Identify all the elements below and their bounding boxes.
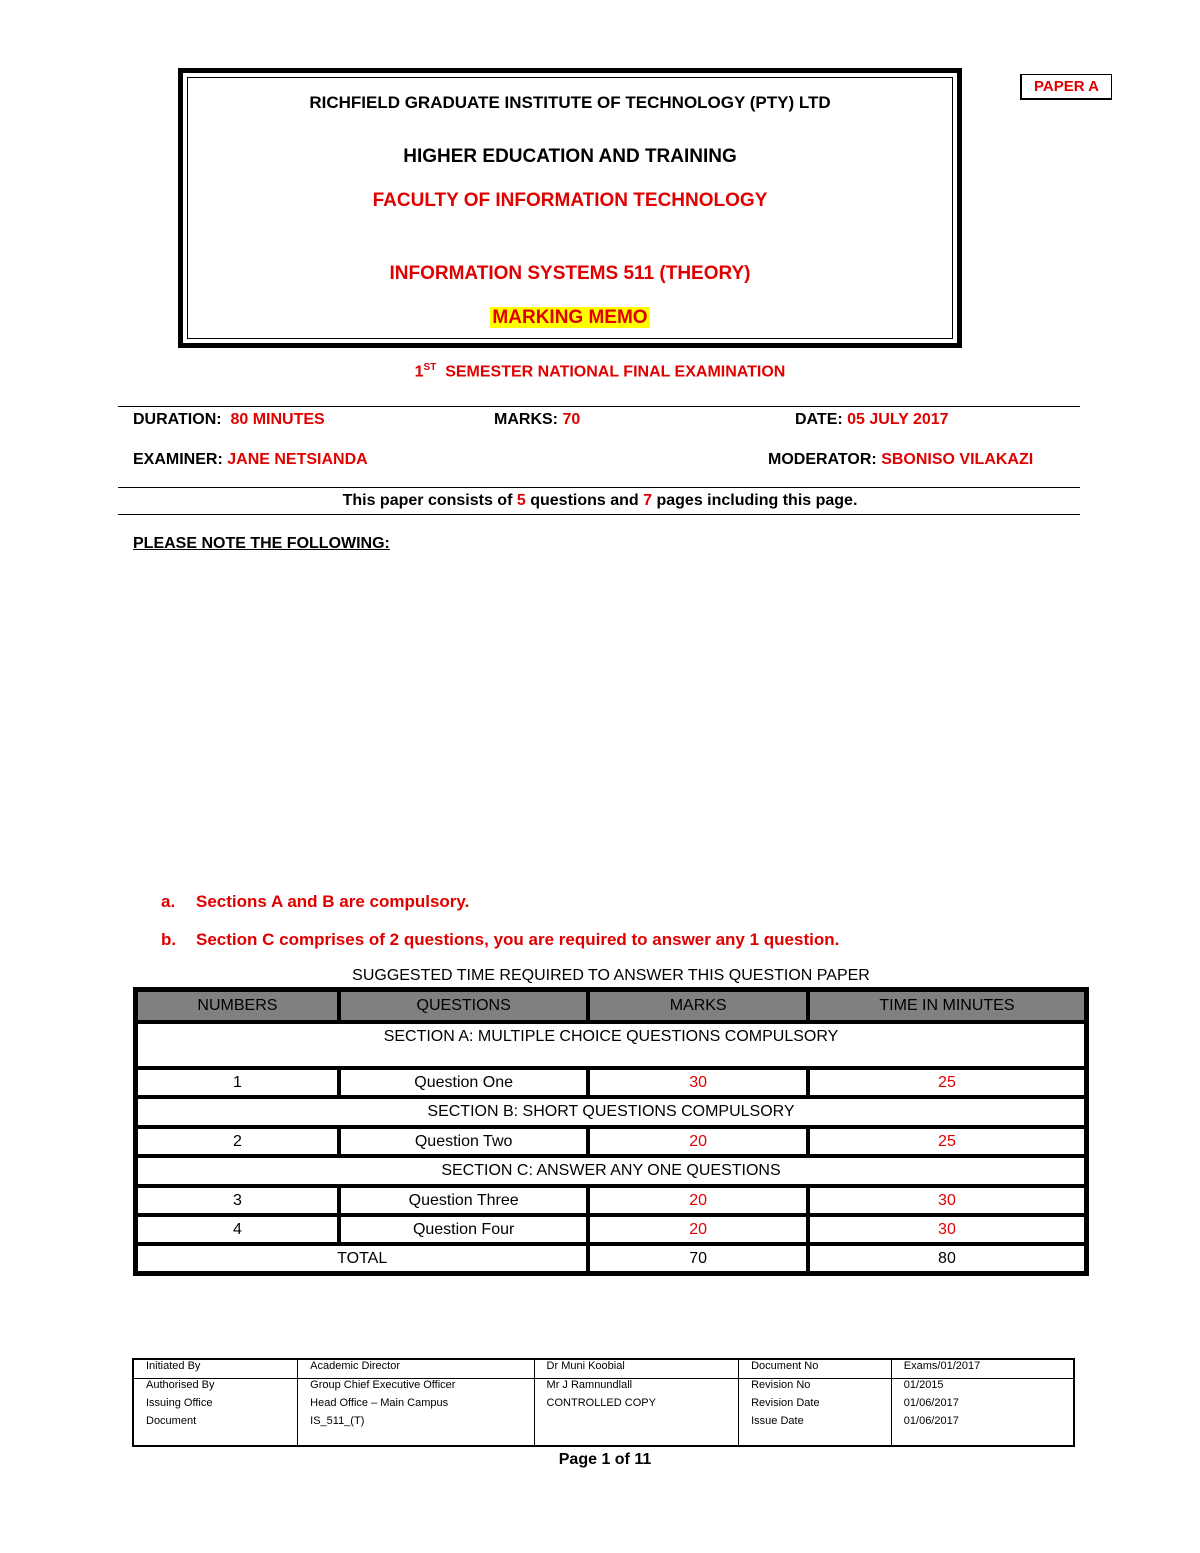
total-marks: 70 [588,1244,807,1273]
examiner-label: EXAMINER: [133,451,223,468]
note-marker-a: a. [161,892,176,911]
header-time: TIME IN MINUTES [808,990,1086,1022]
footer-cell: Document [133,1415,298,1446]
examiner-value: JANE NETSIANDA [227,451,368,468]
semester-line [0,362,1200,381]
footer-row [133,1359,1074,1379]
semester-num: 1 [414,363,424,381]
footer-cell: Issuing Office [133,1397,298,1415]
examiner-info [133,451,368,469]
note-item-a [161,892,469,912]
footer-cell: 01/06/2017 [891,1397,1074,1415]
institution-name: RICHFIELD GRADUATE INSTITUTE OF TECHNOLOGY (PTY) LTD [309,93,831,112]
row-question: Question Three [339,1186,589,1215]
note-text-a: Sections A and B are compulsory. [196,892,470,911]
memo-title: MARKING MEMO [492,307,648,328]
table-row [136,1068,1086,1097]
question-schedule-table [133,987,1089,1276]
footer-cell: 01/2015 [891,1379,1074,1398]
section-a-row [136,1022,1086,1068]
total-label: TOTAL [136,1244,588,1273]
moderator-label: MODERATOR: [768,451,877,468]
note-item-b [161,930,839,950]
schedule-header-row [136,990,1086,1022]
row-time: 30 [808,1215,1086,1244]
footer-cell [534,1415,739,1446]
footer-cell: Revision Date [739,1397,892,1415]
duration-label: DURATION: [133,411,222,428]
header-questions: QUESTIONS [339,990,589,1022]
paper-consists-line [0,492,1200,510]
section-b-label: SECTION B: SHORT QUESTIONS COMPULSORY [136,1097,1086,1127]
row-time: 25 [808,1068,1086,1097]
course-title: INFORMATION SYSTEMS 511 (THEORY) [389,263,751,284]
exam-header-box [178,68,962,348]
marks-info [494,411,580,429]
footer-cell: Head Office – Main Campus [298,1397,534,1415]
footer-cell: Issue Date [739,1415,892,1446]
section-b-row [136,1097,1086,1127]
semester-sup: ST [423,362,437,373]
row-marks: 20 [588,1215,807,1244]
date-label: DATE: [795,411,843,428]
table-row [136,1215,1086,1244]
total-time: 80 [808,1244,1086,1273]
footer-cell: Document No [739,1359,892,1379]
note-text-b: Section C comprises of 2 questions, you are required to answer any 1 question. [196,930,840,949]
footer-cell: Authorised By [133,1379,298,1398]
consists-text-2: questions and [530,492,639,509]
faculty-title: FACULTY OF INFORMATION TECHNOLOGY [372,190,768,211]
footer-cell: Group Chief Executive Officer [298,1379,534,1398]
row-number: 4 [136,1215,339,1244]
row-marks: 20 [588,1127,807,1156]
header-numbers: NUMBERS [136,990,339,1022]
semester-text: SEMESTER NATIONAL FINAL EXAMINATION [445,363,786,381]
footer-row [133,1415,1074,1446]
memo-line [183,307,957,329]
row-time: 30 [808,1186,1086,1215]
section-a-label: SECTION A: MULTIPLE CHOICE QUESTIONS COMPULSORY [136,1022,1086,1068]
table-row [136,1186,1086,1215]
section-c-row [136,1156,1086,1186]
footer-cell: Exams/01/2017 [891,1359,1074,1379]
marks-label: MARKS: [494,411,558,428]
page-number: Page 1 of 11 [558,1451,652,1468]
row-number: 3 [136,1186,339,1215]
row-marks: 30 [588,1068,807,1097]
footer-cell: Revision No [739,1379,892,1398]
questions-count: 5 [516,492,526,509]
row-question: Question Two [339,1127,589,1156]
duration-value: 80 MINUTES [230,411,325,428]
row-number: 1 [136,1068,339,1097]
duration-info [133,411,325,429]
moderator-info [768,451,1033,469]
info-top-rule [118,406,1080,407]
row-time: 25 [808,1127,1086,1156]
department-title: HIGHER EDUCATION AND TRAINING [403,146,737,167]
footer-cell: CONTROLLED COPY [534,1397,739,1415]
footer-cell: Initiated By [133,1359,298,1379]
notes-heading: PLEASE NOTE THE FOLLOWING: [133,535,390,552]
moderator-value: SBONISO VILAKAZI [881,451,1034,468]
consists-text-3: pages including this page. [656,492,858,509]
schedule-title: SUGGESTED TIME REQUIRED TO ANSWER THIS QUESTION PAPER [352,967,870,984]
table-row [136,1127,1086,1156]
info-mid-rule [118,487,1080,488]
marks-value: 70 [562,411,581,428]
footer-cell: Dr Muni Koobial [534,1359,739,1379]
note-marker-b: b. [161,930,177,949]
total-row [136,1244,1086,1273]
footer-cell: 01/06/2017 [891,1415,1074,1446]
date-info [795,411,949,429]
row-question: Question One [339,1068,589,1097]
footer-cell: Academic Director [298,1359,534,1379]
footer-cell: Mr J Ramnundlall [534,1379,739,1398]
date-value: 05 JULY 2017 [847,411,949,428]
footer-row [133,1397,1074,1415]
row-marks: 20 [588,1186,807,1215]
paper-badge: PAPER A [1020,74,1112,100]
document-control-table [132,1358,1075,1447]
section-c-label: SECTION C: ANSWER ANY ONE QUESTIONS [136,1156,1086,1186]
footer-cell: IS_511_(T) [298,1415,534,1446]
footer-row [133,1379,1074,1398]
row-question: Question Four [339,1215,589,1244]
row-number: 2 [136,1127,339,1156]
consists-text-1: This paper consists of [342,492,513,509]
pages-count: 7 [643,492,653,509]
header-marks: MARKS [588,990,807,1022]
info-bottom-rule [118,514,1080,515]
